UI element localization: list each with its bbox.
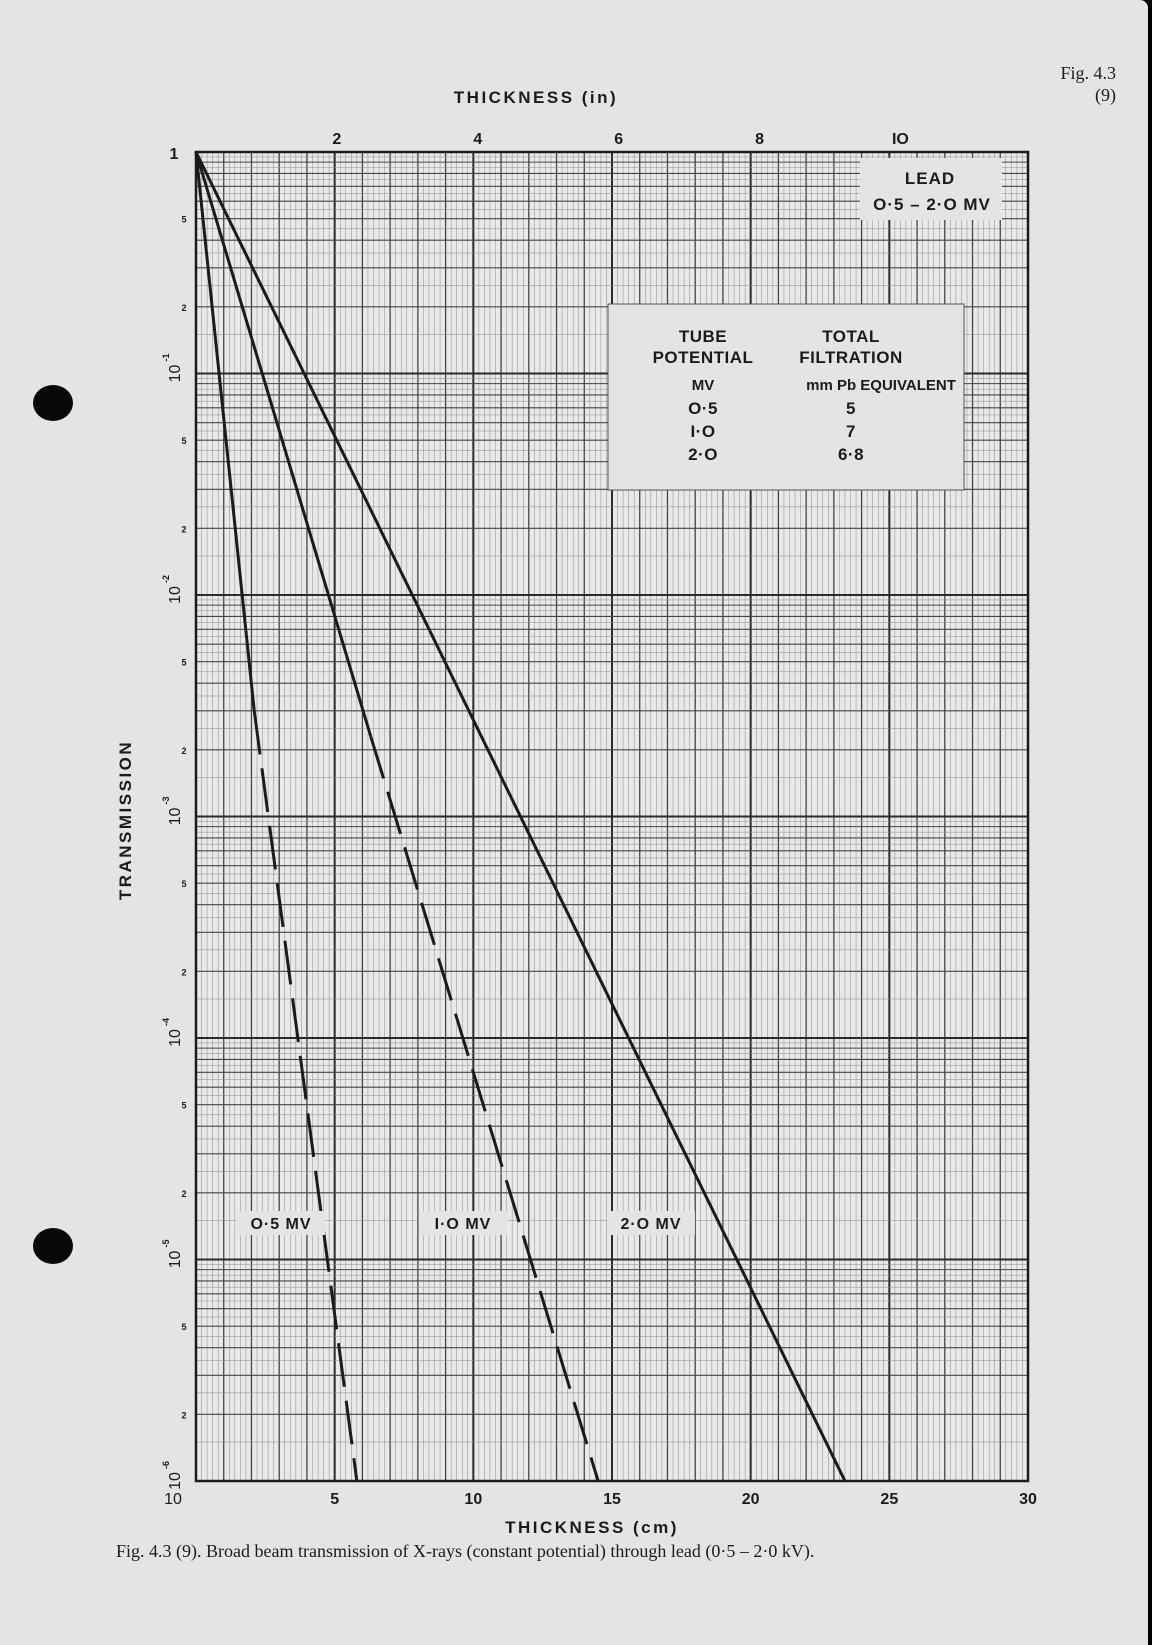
y-decade-label bbox=[161, 353, 184, 382]
y-decade-exponent: -4 bbox=[161, 1017, 171, 1026]
x-tick-label: 30 bbox=[1019, 1491, 1037, 1508]
series-label: I·O MV bbox=[434, 1216, 492, 1233]
x-tick-label: 25 bbox=[880, 1491, 899, 1508]
x-tick-label: 15 bbox=[603, 1491, 621, 1508]
y-minor-label: 2 bbox=[181, 1188, 187, 1199]
x-tick-label: 5 bbox=[330, 1491, 340, 1508]
y-tick-label: 1 bbox=[169, 146, 179, 163]
y-minor-label: 5 bbox=[181, 214, 187, 225]
y-decade-base: 10 bbox=[167, 1472, 184, 1490]
table-cell-filtration: 7 bbox=[846, 422, 856, 441]
legend-range: O·5 – 2·O MV bbox=[873, 195, 991, 214]
table-unit: MV bbox=[691, 377, 715, 394]
x2-axis-title: THICKNESS (in) bbox=[453, 88, 619, 107]
table-cell-potential: 2·O bbox=[688, 445, 718, 464]
x2-tick-label: 8 bbox=[755, 131, 764, 148]
table-cell-filtration: 5 bbox=[846, 399, 856, 418]
table-cell-filtration: 6·8 bbox=[837, 445, 865, 464]
figure-caption: Fig. 4.3 (9). Broad beam transmission of X-rays (constant potential) through lead (0·5 – 2·0 kV). bbox=[116, 1541, 815, 1561]
y-minor-label: 5 bbox=[181, 1322, 187, 1333]
table-header: POTENTIAL bbox=[652, 348, 754, 367]
x2-tick-label: 6 bbox=[614, 131, 624, 148]
y-minor-label: 5 bbox=[181, 657, 187, 668]
y-decade-base: 10 bbox=[167, 807, 184, 826]
y-decade-label bbox=[161, 1239, 184, 1268]
x2-tick-label: IO bbox=[891, 131, 909, 148]
x2-tick-label: 2 bbox=[332, 131, 342, 148]
x-axis-title: THICKNESS (cm) bbox=[505, 1518, 679, 1537]
y-decade-exponent: -2 bbox=[161, 574, 171, 583]
y-decade-label bbox=[161, 1461, 184, 1490]
y-decade-label bbox=[161, 796, 184, 825]
series-label: 2·O MV bbox=[620, 1216, 682, 1233]
x-origin-label: 10 bbox=[164, 1491, 182, 1508]
y-decade-base: 10 bbox=[167, 1029, 184, 1047]
y-decade-exponent: -6 bbox=[161, 1460, 171, 1469]
series-label: O·5 MV bbox=[250, 1216, 312, 1233]
y-decade-exponent: -3 bbox=[161, 796, 171, 805]
y-minor-label: 2 bbox=[181, 967, 187, 978]
table-header: TOTAL bbox=[822, 327, 880, 346]
y-decade-base: 10 bbox=[167, 586, 184, 604]
figure-number: Fig. 4.3 bbox=[1060, 63, 1116, 83]
y-decade-label bbox=[161, 575, 184, 604]
x2-tick-label: 4 bbox=[473, 131, 483, 148]
filtration-table bbox=[608, 304, 964, 490]
y-axis-title: TRANSMISSION bbox=[116, 739, 135, 901]
x-tick-label: 20 bbox=[741, 1491, 760, 1508]
y-minor-label: 2 bbox=[181, 745, 187, 756]
y-minor-label: 2 bbox=[181, 1410, 187, 1421]
legend-material: LEAD bbox=[904, 169, 956, 188]
table-cell-potential: I·O bbox=[690, 422, 716, 441]
table-cell-potential: O·5 bbox=[688, 399, 718, 418]
y-decade-base: 10 bbox=[167, 364, 184, 383]
chart-legend bbox=[860, 158, 1002, 220]
y-minor-label: 2 bbox=[181, 524, 187, 535]
table-unit: mm Pb EQUIVALENT bbox=[806, 377, 956, 394]
table-header: FILTRATION bbox=[799, 348, 903, 367]
y-minor-label: 2 bbox=[181, 302, 187, 313]
y-decade-base: 10 bbox=[167, 1250, 184, 1269]
y-minor-label: 5 bbox=[181, 1100, 187, 1111]
x-tick-label: 10 bbox=[464, 1491, 483, 1508]
figure-subnumber: (9) bbox=[1095, 85, 1116, 105]
y-minor-label: 5 bbox=[181, 436, 187, 447]
table-box bbox=[608, 304, 964, 490]
y-decade-exponent: -1 bbox=[161, 353, 171, 362]
table-header: TUBE bbox=[678, 327, 728, 346]
y-minor-label: 5 bbox=[181, 879, 187, 890]
y-decade-exponent: -5 bbox=[161, 1239, 171, 1248]
y-decade-label bbox=[161, 1018, 184, 1047]
